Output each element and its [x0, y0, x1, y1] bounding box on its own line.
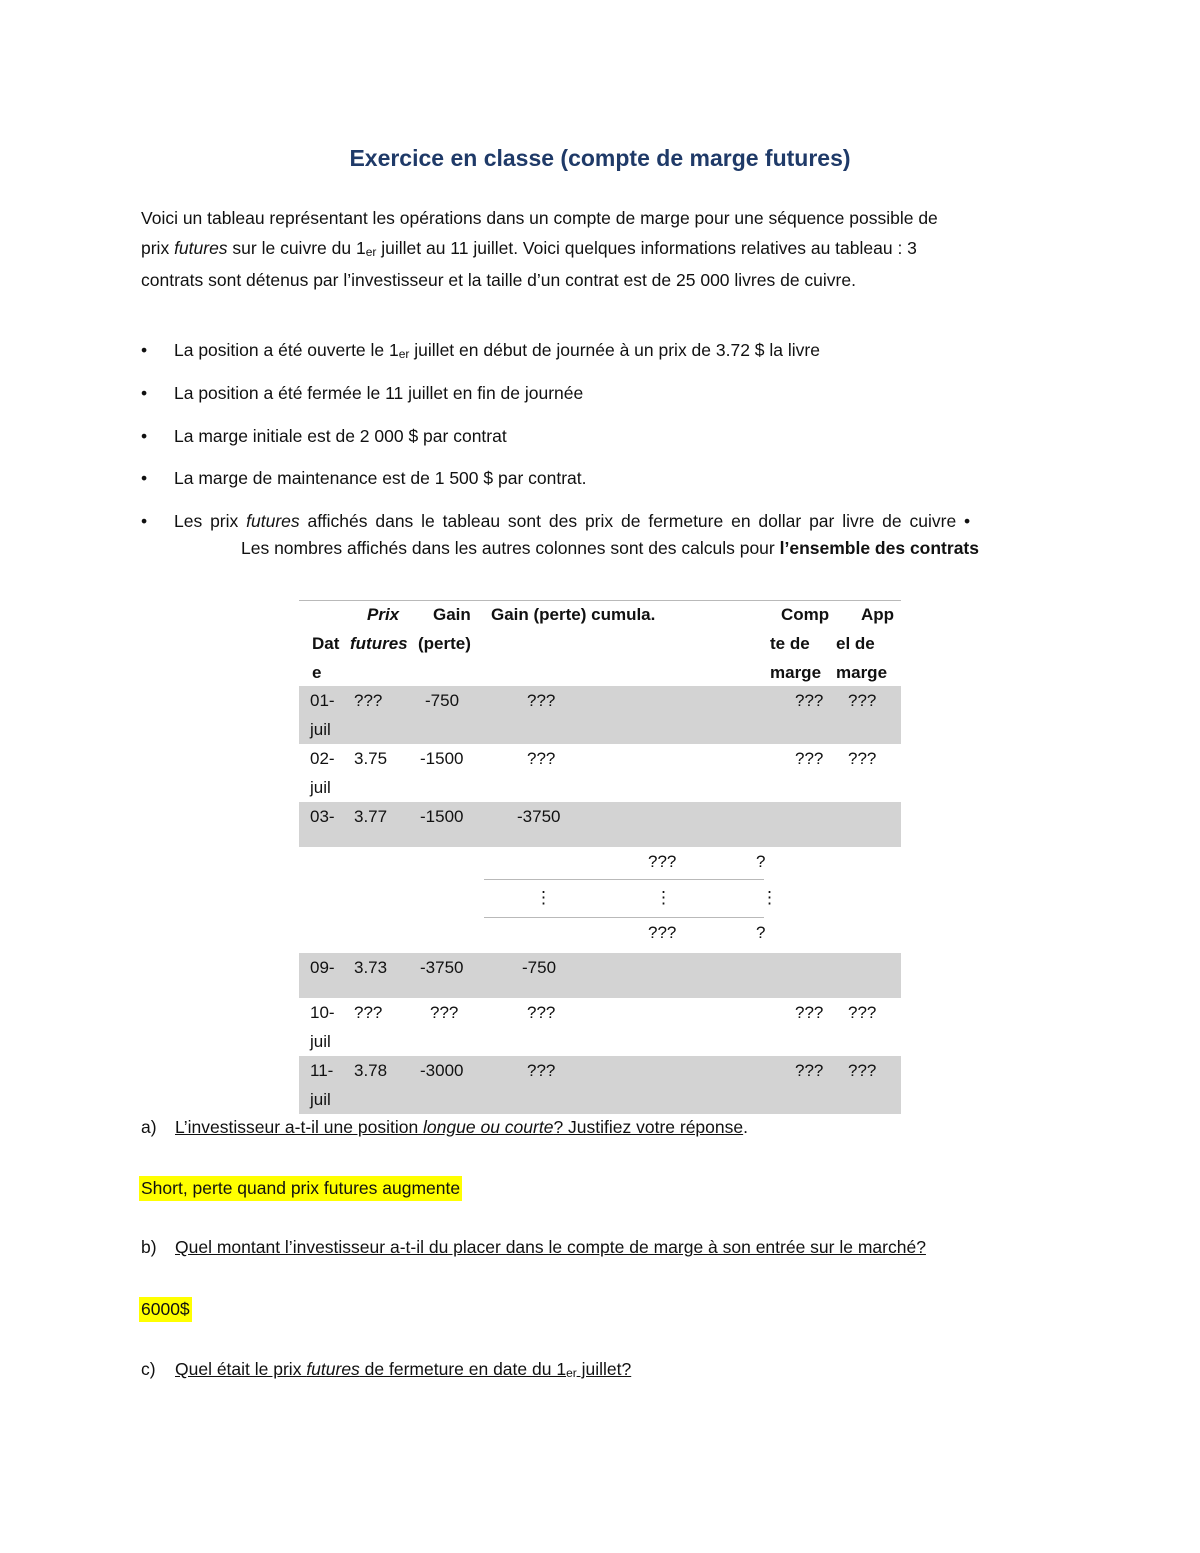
header-appel-cont2: marge: [836, 663, 888, 682]
gap-ellipsis: ⋮: [535, 888, 552, 907]
header-prix: Prix: [367, 605, 400, 624]
header-date: Dat: [312, 634, 340, 653]
cell-date: 09-: [310, 958, 335, 977]
intro-line-3: contrats sont détenus par l’investisseur et la taille d’un contrat est de 25 000 livres de cuivre.: [141, 270, 856, 290]
cell-gain: -750: [425, 691, 460, 710]
question-b: b) Quel montant l’investisseur a-t-il du placer dans le compte de marge à son entrée sur le marché?: [141, 1237, 926, 1257]
page-title: Exercice en classe (compte de marge futures): [349, 145, 851, 171]
question-a: a) L’investisseur a-t-il une position longue ou courte? Justifiez votre réponse.: [141, 1117, 748, 1137]
table-row: [299, 953, 901, 998]
gap-cell: ?: [756, 852, 766, 871]
cell-compte: ???: [795, 1003, 824, 1022]
bullet-continuation: Les nombres affichés dans les autres colonnes sont des calculs pour l’ensemble des contrats: [241, 538, 979, 558]
cell-appel: ???: [848, 749, 877, 768]
answer-a: Short, perte quand prix futures augmente: [139, 1176, 462, 1201]
cell-date: 11-: [310, 1061, 334, 1080]
cell-prix: ???: [354, 691, 383, 710]
cell-date: 01-: [310, 691, 335, 710]
gap-divider: [484, 917, 764, 918]
cell-appel: ???: [848, 1003, 877, 1022]
cell-prix: 3.77: [354, 807, 388, 826]
cell-cumul: -3750: [517, 807, 561, 826]
cell-compte: ???: [795, 749, 824, 768]
cell-date-cont: juil: [310, 1032, 331, 1051]
bullet-item: • Les prix futures affichés dans le tableau sont des prix de fermeture en dollar par livre de cuivre •: [141, 511, 971, 531]
bullet-item: • La position a été fermée le 11 juillet en fin de journée: [141, 383, 584, 403]
header-compte: Comp: [781, 605, 830, 624]
cell-prix: 3.75: [354, 749, 388, 768]
cell-gain: -1500: [420, 749, 464, 768]
cell-gain: -1500: [420, 807, 464, 826]
cell-appel: ???: [848, 691, 877, 710]
intro-line-2: prix futures sur le cuivre du $1_{er}$ juillet au 11 juillet. Voici quelques informations relatives au tableau : 3: [141, 238, 917, 259]
gap-cell: ?: [756, 923, 766, 942]
cell-cumul: ???: [527, 749, 556, 768]
cell-cumul: -750: [522, 958, 557, 977]
cell-prix: 3.78: [354, 1061, 388, 1080]
bullet-item: • La position a été ouverte le $1_{er}$ juillet en début de journée à un prix de 3.72 $ la livre: [141, 340, 820, 361]
gap-cell: ???: [648, 852, 677, 871]
table-row: [299, 802, 901, 847]
gap-cell: ???: [648, 923, 677, 942]
cell-date-cont: juil: [310, 720, 331, 739]
cell-cumul: ???: [527, 1003, 556, 1022]
gap-ellipsis: ⋮: [761, 888, 778, 907]
gap-divider: [484, 879, 764, 880]
header-compte-cont: te de: [770, 634, 810, 653]
gap-ellipsis: ⋮: [655, 888, 672, 907]
cell-compte: ???: [795, 1061, 824, 1080]
cell-date: 10-: [310, 1003, 335, 1022]
header-gain-perte: (perte): [418, 634, 471, 653]
header-gain: Gain: [433, 605, 471, 624]
header-compte-cont2: marge: [770, 663, 822, 682]
intro-line-1: Voici un tableau représentant les opérations dans un compte de marge pour une séquence possible de: [141, 208, 938, 228]
cell-gain: ???: [430, 1003, 459, 1022]
cell-compte: ???: [795, 691, 824, 710]
margin-table: [299, 600, 901, 1115]
intro-paragraph: [141, 203, 1059, 295]
cell-appel: ???: [848, 1061, 877, 1080]
question-c: c) Quel était le prix futures de fermeture en date du $1_{er}$ juillet?: [141, 1359, 632, 1380]
cell-cumul: ???: [527, 691, 556, 710]
bullet-item: • La marge initiale est de 2 000 $ par contrat: [141, 426, 507, 446]
cell-date: 03-: [310, 807, 335, 826]
header-appel-cont: el de: [836, 634, 875, 653]
cell-gain: -3750: [420, 958, 464, 977]
header-gain-cumule: Gain (perte) cumula.: [491, 605, 656, 624]
header-prix-futures: futures: [350, 634, 408, 653]
cell-prix: 3.73: [354, 958, 388, 977]
cell-cumul: ???: [527, 1061, 556, 1080]
cell-date: 02-: [310, 749, 335, 768]
cell-gain: -3000: [420, 1061, 464, 1080]
bullet-item: • La marge de maintenance est de 1 500 $ par contrat.: [141, 468, 587, 488]
answer-b: 6000$: [139, 1297, 192, 1322]
header-date-cont: e: [312, 663, 322, 682]
cell-prix: ???: [354, 1003, 383, 1022]
header-appel: App: [861, 605, 895, 624]
cell-date-cont: juil: [310, 1090, 331, 1109]
cell-date-cont: juil: [310, 778, 331, 797]
